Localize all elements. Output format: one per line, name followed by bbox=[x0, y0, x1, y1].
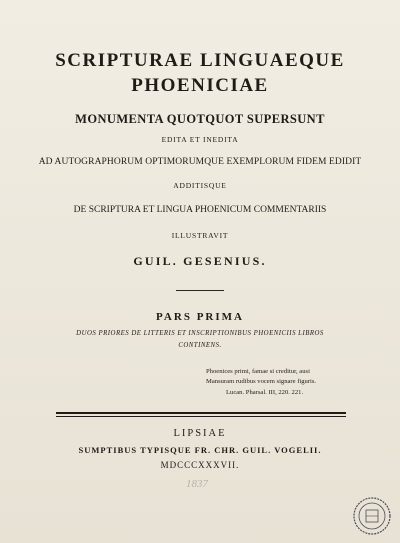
epigraph-line-2: Mansuram rudibus vocem signare figuris. bbox=[206, 378, 317, 385]
illustravit-line: ILLUSTRAVIT bbox=[171, 231, 229, 240]
part-heading: PARS PRIMA bbox=[156, 311, 244, 323]
contents-line-1: DUOS PRIORES DE LITTERIS ET INSCRIPTIONIBUS PHOENICIIS LIBROS bbox=[76, 330, 324, 337]
imprint-publisher: SUMPTIBUS TYPISQUE FR. CHR. GUIL. VOGELII. bbox=[78, 445, 322, 455]
library-stamp-icon bbox=[352, 496, 392, 536]
main-title-line-1: SCRIPTURAE LINGUAEQUE bbox=[55, 50, 345, 71]
subtitle: MONUMENTA QUOTQUOT SUPERSUNT bbox=[75, 112, 325, 126]
imprint-place: LIPSIAE bbox=[173, 428, 227, 439]
additisque-line: ADDITISQUE bbox=[173, 181, 227, 190]
commentariis-line: DE SCRIPTURA ET LINGUA PHOENICUM COMMENTARIIS bbox=[73, 205, 327, 215]
author-name: GUIL. GESENIUS. bbox=[133, 254, 267, 268]
contents-line-2: CONTINENS. bbox=[178, 342, 222, 349]
imprint-year: MDCCCXXXVII. bbox=[160, 460, 240, 470]
main-title-line-2: PHOENICIAE bbox=[131, 75, 269, 96]
edita-line: EDITA ET INEDITA bbox=[161, 135, 239, 144]
pencil-annotation: 1837 bbox=[186, 478, 208, 490]
fidem-line: AD AUTOGRAPHORUM OPTIMORUMQUE EXEMPLORUM FIDEM EDIDIT bbox=[38, 157, 362, 167]
divider-short bbox=[176, 290, 224, 291]
epigraph-citation: Lucan. Pharsal. III, 220. 221. bbox=[226, 389, 304, 396]
epigraph-line-1: Phoenices primi, famae si creditur, ausi bbox=[206, 368, 310, 375]
divider-thick bbox=[56, 412, 346, 414]
divider-thin bbox=[56, 416, 346, 417]
